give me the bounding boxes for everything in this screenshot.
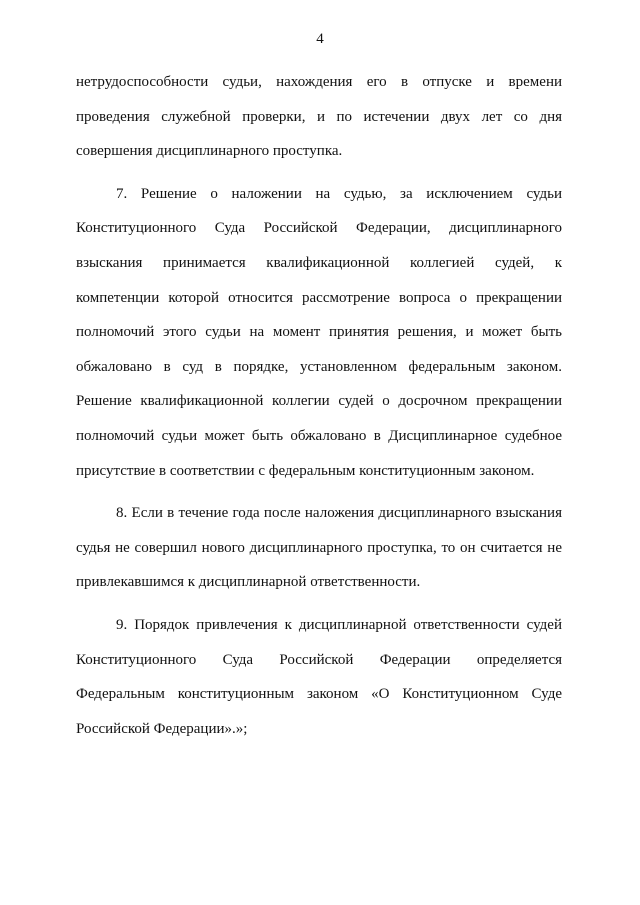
text-line: взыскания принимается квалификационной коллегией судей, к (76, 254, 562, 271)
text-line: Федеральным конституционным законом «О Конституционном Суде (76, 686, 562, 703)
text-line: нетрудоспособности судьи, нахождения его в отпуске и времени (76, 74, 562, 90)
text-line: Решение квалификационной коллегии судей о досрочном прекращении (76, 393, 562, 410)
text-line: судья не совершил нового дисциплинарного проступка, то он считается не (76, 539, 562, 556)
text-line: совершения дисциплинарного проступка. (76, 143, 343, 160)
text-line: обжаловано в суд в порядке, установленном федеральным законом. (76, 358, 562, 375)
document-body (76, 65, 562, 746)
text-line: Конституционного Суда Российской Федерации, дисциплинарного (76, 220, 562, 237)
text-line: 7. Решение о наложении на судью, за исключением судьи (116, 185, 562, 202)
text-line: Российской Федерации».»; (76, 720, 248, 737)
text-line: присутствие в соответствии с федеральным конституционным законом. (76, 462, 535, 479)
text-line: 8. Если в течение года после наложения дисциплинарного взыскания (116, 505, 562, 522)
text-line: проведения служебной проверки, и по истечении двух лет со дня (76, 108, 562, 125)
paragraph-gap (76, 169, 562, 177)
text-line: 9. Порядок привлечения к дисциплинарной ответственности судей (116, 616, 562, 633)
text-line: полномочий этого судьи на момент принятия решения, и может быть (76, 324, 562, 341)
paragraph-gap (76, 488, 562, 496)
text-line: компетенции которой относится рассмотрение вопроса о прекращении (76, 289, 562, 306)
text-line: Конституционного Суда Российской Федерации определяется (76, 651, 562, 668)
text-line: полномочий судьи может быть обжаловано в Дисциплинарное судебное (76, 427, 562, 444)
text-line: привлекавшимся к дисциплинарной ответственности. (76, 574, 421, 591)
paragraph-gap (76, 600, 562, 608)
page-number: 4 (316, 31, 324, 47)
